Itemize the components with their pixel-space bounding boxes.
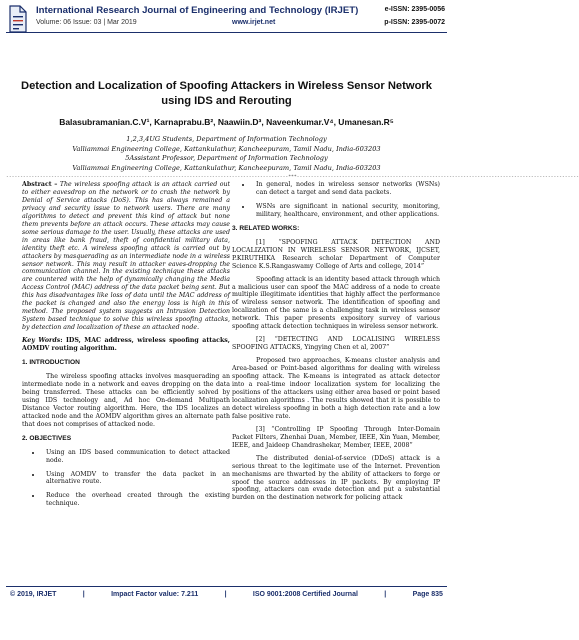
objectives-heading: 2. OBJECTIVES (22, 434, 72, 442)
eissn-label: e-ISSN: 2395-0056 (384, 6, 445, 13)
journal-volume: Volume: 06 Issue: 03 | Mar 2019 (36, 19, 137, 26)
affiliation-line: 5Assistant Professor, Department of Information Technology (125, 154, 328, 163)
list-item: • In general, nodes in wireless sensor networks (WSNs) can detect a target and send data packets. (252, 181, 440, 197)
footer-separator: | (82, 591, 85, 598)
affiliation-line: Valliammai Engineering College, Kattankulathur, Kancheepuram, Tamil Nadu, India-603203 (72, 163, 381, 172)
abstract (22, 181, 230, 332)
affiliations (10, 135, 443, 173)
list-item: • Using an IDS based communication to detect attacked node. (42, 449, 230, 465)
footer-separator: | (224, 591, 227, 598)
objectives-list (22, 449, 230, 509)
keywords-label: Key Words (22, 337, 61, 345)
journal-name: International Research Journal of Engineering and Technology (IRJET) (36, 5, 359, 16)
footer-divider (6, 586, 447, 587)
affiliation-line: Valliammai Engineering College, Kattankulathur, Kancheepuram, Tamil Nadu, India-603203 (72, 144, 381, 153)
author-list: Balasubramanian.C.V¹, Karnaprabu.B², Naawiin.D³, Naveenkumar.V⁴, Umanesan.R⁵ (59, 117, 394, 127)
reference-summary: Spoofing attack is an identity based attack through which a malicious user can spoof the MAC address of a node to create multiple illegitimate identities that highly affect the performance of wireless sensor network. The identification of spoofing and localization of the same is a challenging task in wireless sensor network. This paper presents expository survey of various spoofing attack detection techniques in wireless sensor network. (232, 275, 440, 331)
footer-impact-factor: Impact Factor value: 7.211 (111, 591, 199, 598)
wsn-bullets (232, 181, 440, 219)
irjet-logo-icon (6, 4, 30, 34)
pissn-label: p-ISSN: 2395-0072 (384, 19, 445, 26)
footer-copyright: © 2019, IRJET (10, 591, 57, 598)
list-item: • Using AOMDV to transfer the data packet in an alternative route. (42, 471, 230, 487)
header-divider (6, 32, 447, 33)
reference-summary: The distributed denial-of-service (DDoS) attack is a serious threat to the legitimate use of the Internet. Prevention mechanisms are thwarted by the ability of attackers to forge or spoof the source addresses in IP packets. By employing IP spoofing, attackers can evade detection and put a substantial burden on the destination network for policing attack (232, 454, 440, 502)
list-item: • Reduce the overhead created through the existing technique. (42, 492, 230, 508)
reference-citation: [3] “Controlling IP Spoofing Through Inter-Domain Packet Filters, Zhenhai Duan, Member, IEEE, Xin Yuan, Member, IEEE, and Jaideep Chandrashekar, Member, IEEE, 2008” (232, 425, 440, 449)
abstract-text: The wireless spoofing attack is an attack carried out to either eavesdrop on the network or to crash the network by Denial of Service attacks (DoS). This has always remained a privacy and security issue to network users. There are many algorithms to detect and prevent this kind of attack but none them prevents before an attack occurs. These attacks may cause some serious damage to the user. Usually, these attacks are used in areas like bank fraud, theft of confidential military data, identity theft etc. A wireless spoofing attack is carried out by attackers by masquerading as an intermediate node in a wireless sensor network. This may result in attacker eaves-dropping the communication channel. In the existing technique these attacks are countered with the help of dynamically changing the Media Access Control (MAC) address of the data packet being sent. But this has disadvantages like loss of data until the MAC address of the packet is changed and also the energy loss is high in this method. The proposed system suggests an Intrusion Detection System based technique to solve this wireless spoofing attacks, by detection and localization of these an attacked node. (22, 181, 230, 332)
reference-summary: Proposed two approaches, K-means cluster analysis and Area-based or Point-based algorithms for dealing with wireless spoofing attack. The K-means is integrated as attack detector into a real-time indoor localization system for localizing the positions of the attackers using either area based or point based localization algorithms . The results showed that it is possible to detect wireless spoofing in both a high detection rate and a low false positive rate. (232, 357, 440, 420)
reference-citation: [1] “SPOOFING ATTACK DETECTION AND LOCALIZATION IN WIRELESS SENSOR NETWORK, IJCSET, P.KIRUTHIKA Research scholar Department of Computer Science K.S.Rangaswamy College of Arts and college, 2014” (232, 238, 440, 270)
paper-title: Detection and Localization of Spoofing Attackers in Wireless Sensor Network using IDS and Rerouting (20, 80, 432, 107)
introduction-text: The wireless spoofing attacks involves masquerading an intermediate node in a network and eaves dropping on the data being transferred. These attacks can be efficiently solved by using IDS technology and, Ad hoc On-demand Multipath Distance Vector routing algorithm. Here, the IDS localizes an attacked node and the AOMDV algorithm gives an alternate path that does not comprises of attacked node. (22, 372, 230, 428)
left-column (22, 181, 230, 514)
right-column (232, 181, 440, 507)
affiliation-line: 1,2,3,4UG Students, Department of Information Technology (126, 135, 327, 143)
journal-website-link[interactable]: www.irjet.net (232, 19, 276, 26)
related-works-heading: 3. RELATED WORKS: (232, 224, 300, 232)
page-footer (10, 591, 443, 598)
abstract-label: Abstract – (22, 181, 58, 188)
footer-iso: ISO 9001:2008 Certified Journal (252, 591, 358, 598)
footer-separator: | (384, 591, 387, 598)
list-item: • WSNs are significant in national security, monitoring, military, healthcare, environment, and other applications. (252, 203, 440, 219)
keywords (22, 337, 230, 353)
journal-header (0, 0, 453, 40)
section-separator: ----------------------------------------------------------------------------------------------------***---------------------------------------------------------------------------------------------------- (6, 175, 579, 180)
introduction-heading: 1. INTRODUCTION (22, 359, 80, 367)
keywords-text: : IDS, MAC address, wireless spoofing attacks, AOMDV routing algorithm. (22, 337, 230, 353)
reference-citation: [2] “DETECTING AND LOCALISING WIRELESS SPOOFING ATTACKS, Yingying Chen et al, 2007” (232, 336, 440, 352)
footer-page-number: Page 835 (412, 591, 443, 598)
